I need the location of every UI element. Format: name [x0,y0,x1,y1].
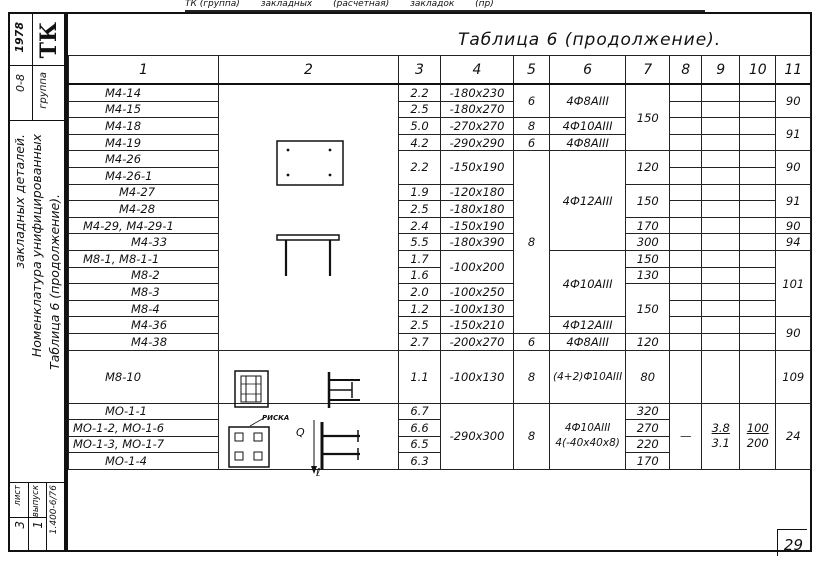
col9-line: 3.1 [711,436,730,451]
col-header: 4 [441,56,514,85]
page-ref-cell: 90 [776,317,811,350]
mass-cell: 6.3 [399,453,441,470]
length-cell: 150 [626,250,670,267]
top-fragment: закладных [260,0,313,9]
empty-cell [740,284,776,301]
col5-cell: 8 [514,403,550,469]
length-cell: 80 [626,350,670,403]
mark-cell: М8-4 [69,300,219,317]
empty-cell [702,234,740,251]
length-cell: 130 [626,267,670,284]
mo-plan-sketch [228,426,274,470]
col5-cell: 6 [514,134,550,151]
empty-cell [702,84,740,101]
empty-cell [670,118,702,135]
plate-elevation-sketch [276,234,346,282]
top-fragment: закладок [410,0,455,9]
anchor-cell: 4Ф8АIII [550,134,626,151]
empty-cell [670,167,702,184]
table-row [69,201,811,218]
page-ref-cell: 90 [776,84,811,118]
col-header: 11 [776,56,811,85]
length-cell: 120 [626,151,670,184]
empty-cell [740,350,776,403]
length-cell: 320 [626,403,670,420]
table-row [69,118,811,135]
empty-cell [740,250,776,267]
page-ref-cell: 24 [776,403,811,469]
length-cell: 170 [626,217,670,234]
empty-cell [670,250,702,267]
plate-cell: -100х130 [441,350,514,403]
empty-cell [670,201,702,218]
empty-cell [670,317,702,334]
empty-cell [702,250,740,267]
empty-cell [702,284,740,301]
anchor-line: 4(-40х40х8) [555,437,620,450]
mark-cell: М4-33 [69,234,219,251]
stamp-sheet-value: 3 [13,521,27,529]
length-cell: 150 [626,84,670,151]
col-header: 10 [740,56,776,85]
empty-cell [702,350,740,403]
mass-cell: 2.2 [399,84,441,101]
header-row [69,56,811,85]
mass-cell: 2.4 [399,217,441,234]
empty-cell [740,300,776,317]
empty-cell [702,267,740,284]
l-label: ℓ [316,466,321,479]
empty-cell [740,234,776,251]
anchor-cell: (4+2)Ф10АIII [550,350,626,403]
anchor-cell: 4Ф8АIII [550,84,626,118]
col-header: 5 [514,56,550,85]
table-row [69,350,811,403]
q-label: Q [296,426,305,439]
plate-cell: -180х390 [441,234,514,251]
plate-cell: -100х130 [441,300,514,317]
stamp-issue-label: выпуск [31,485,41,518]
mass-cell: 6.5 [399,436,441,453]
empty-cell [702,118,740,135]
table-row [69,403,811,420]
mass-cell: 5.0 [399,118,441,135]
empty-cell [702,333,740,350]
mass-cell: 2.0 [399,284,441,301]
top-header-fragment [185,0,705,12]
stamp-title-line1: Таблица 6 (продолжение). [47,194,62,370]
col9-cell [702,403,740,469]
plate-cell: -290х290 [441,134,514,151]
length-cell: 170 [626,453,670,470]
mark-cell: М4-29, М4-29-1 [69,217,219,234]
anchor-cell: 4Ф10АIII [550,118,626,135]
plate-cell: -290х300 [441,403,514,469]
mark-cell: МО-1-2, МО-1-6 [69,420,219,437]
mark-cell: М4-19 [69,134,219,151]
stamp-issue-value: 1 [31,521,45,529]
mark-cell: МО-1-4 [69,453,219,470]
table-title: Таблица 6 (продолжение). [458,30,722,50]
col-header: 3 [399,56,441,85]
stamp-title-line3: закладных деталей. [12,134,27,269]
mass-cell: 1.7 [399,250,441,267]
stamp-series-value: 1.400-6/76 [49,485,59,535]
plate-cell: -150х210 [441,317,514,334]
mass-cell: 4.2 [399,134,441,151]
empty-cell [670,184,702,201]
stamp-sheet-label: лист [13,485,23,506]
empty-cell [740,151,776,168]
mark-cell: М8-10 [69,350,219,403]
plate-cell: -180х270 [441,101,514,118]
m810-elevation-sketch [326,370,366,410]
mass-cell: 2.5 [399,317,441,334]
mark-cell: МО-1-1 [69,403,219,420]
empty-cell [670,333,702,350]
empty-cell [740,184,776,201]
mark-cell: МО-1-3, МО-1-7 [69,436,219,453]
length-cell: 220 [626,436,670,453]
empty-cell [740,267,776,284]
col5-cell: 6 [514,333,550,350]
empty-cell [740,134,776,151]
riska-label: РИСКА [262,414,290,422]
sketch-cell [219,84,399,350]
col5-cell: 8 [514,350,550,403]
col-header: 7 [626,56,670,85]
col5-cell: 8 [514,151,550,334]
table-row [69,234,811,251]
stamp-title-line2: Номенклатура унифицированных [29,134,44,358]
col-header: 9 [702,56,740,85]
table-row [69,134,811,151]
mass-cell: 1.9 [399,184,441,201]
length-cell: 120 [626,333,670,350]
col10-line: 100 [746,421,769,436]
empty-cell [702,300,740,317]
empty-cell [740,84,776,101]
plate-cell: -100х200 [441,250,514,283]
mass-cell: 2.7 [399,333,441,350]
mark-cell: М8-3 [69,284,219,301]
top-fragment: (пр) [475,0,494,9]
empty-cell [740,201,776,218]
length-cell: 150 [626,284,670,334]
empty-cell [670,101,702,118]
mark-cell: М4-18 [69,118,219,135]
col-header: 2 [219,56,399,85]
empty-cell [670,350,702,403]
anchor-cell: 4Ф12АIII [550,317,626,334]
empty-cell [670,300,702,317]
table-row [69,151,811,168]
table-row [69,284,811,301]
empty-cell [670,234,702,251]
empty-cell [702,201,740,218]
empty-cell [670,134,702,151]
empty-cell [740,217,776,234]
empty-cell [670,267,702,284]
plate-cell: -150х190 [441,151,514,184]
mass-cell: 1.1 [399,350,441,403]
page-ref-cell: 90 [776,217,811,234]
col9-line: 3.8 [711,421,730,436]
stamp-group-value: 0-8 [14,74,27,92]
page-ref-cell: 91 [776,184,811,217]
plate-cell: -180х230 [441,84,514,101]
mark-cell: М4-38 [69,333,219,350]
table-row [69,101,811,118]
empty-cell [670,217,702,234]
mass-cell: 2.5 [399,101,441,118]
empty-cell [702,317,740,334]
col-header: 8 [670,56,702,85]
plate-cell: -150х190 [441,217,514,234]
mark-cell: М8-1, М8-1-1 [69,250,219,267]
table-row [69,217,811,234]
m810-plan-sketch [234,370,272,410]
empty-cell [702,151,740,168]
plate-cell: -100х250 [441,284,514,301]
mark-cell: М4-28 [69,201,219,218]
plate-cell: -120х180 [441,184,514,201]
top-fragment: ТК (группа) [185,0,240,9]
plate-plan-sketch [276,140,346,190]
top-fragment: (расчетная) [333,0,390,9]
table-row [69,267,811,284]
empty-cell [740,317,776,334]
page-ref-cell: 94 [776,234,811,251]
anchor-line: 4Ф10АIII [564,422,611,435]
mass-cell: 1.2 [399,300,441,317]
mark-cell: М4-26-1 [69,167,219,184]
table-row [69,250,811,267]
anchor-cell: 4Ф12АIII [550,151,626,251]
mark-cell: М4-36 [69,317,219,334]
mark-cell: М4-27 [69,184,219,201]
side-stamp [8,12,66,552]
table-row [69,317,811,334]
empty-cell [740,333,776,350]
mass-cell: 2.2 [399,151,441,184]
mass-cell: 1.6 [399,267,441,284]
empty-cell [740,101,776,118]
page-number: 29 [777,529,807,556]
empty-cell [670,284,702,301]
stamp-org: ТК [36,22,62,59]
col10-line: 200 [746,436,769,451]
mark-cell: М8-2 [69,267,219,284]
col5-cell: 8 [514,118,550,135]
length-cell: 300 [626,234,670,251]
mark-cell: М4-26 [69,151,219,168]
page-ref-cell: 91 [776,118,811,151]
length-cell: 150 [626,184,670,217]
col5-cell: 6 [514,84,550,118]
page-ref-cell: 101 [776,250,811,316]
anchor-cell: 4Ф8АIII [550,333,626,350]
col8-cell: — [670,403,702,469]
length-cell: 270 [626,420,670,437]
anchor-cell: 4Ф10АIII [550,250,626,316]
empty-cell [740,167,776,184]
mass-cell: 6.7 [399,403,441,420]
stamp-group-label: группа [38,72,49,109]
empty-cell [702,101,740,118]
stamp-year: 1978 [13,22,26,53]
empty-cell [702,184,740,201]
mass-cell: 6.6 [399,420,441,437]
mark-cell: М4-14 [69,84,219,101]
page-ref-cell: 109 [776,350,811,403]
table-row [69,333,811,350]
plate-cell: -270х270 [441,118,514,135]
col-header: 1 [69,56,219,85]
anchor-cell [550,403,626,469]
col-header: 6 [550,56,626,85]
empty-cell [702,134,740,151]
table-row [69,300,811,317]
empty-cell [702,167,740,184]
empty-cell [702,217,740,234]
nomenclature-table [68,55,811,470]
table-row [69,184,811,201]
page-ref-cell: 90 [776,151,811,184]
mark-cell: М4-15 [69,101,219,118]
col10-cell [740,403,776,469]
mass-cell: 2.5 [399,201,441,218]
empty-cell [670,84,702,101]
empty-cell [740,118,776,135]
plate-cell: -200х270 [441,333,514,350]
mass-cell: 5.5 [399,234,441,251]
table-row [69,84,811,101]
empty-cell [670,151,702,168]
plate-cell: -180х180 [441,201,514,218]
